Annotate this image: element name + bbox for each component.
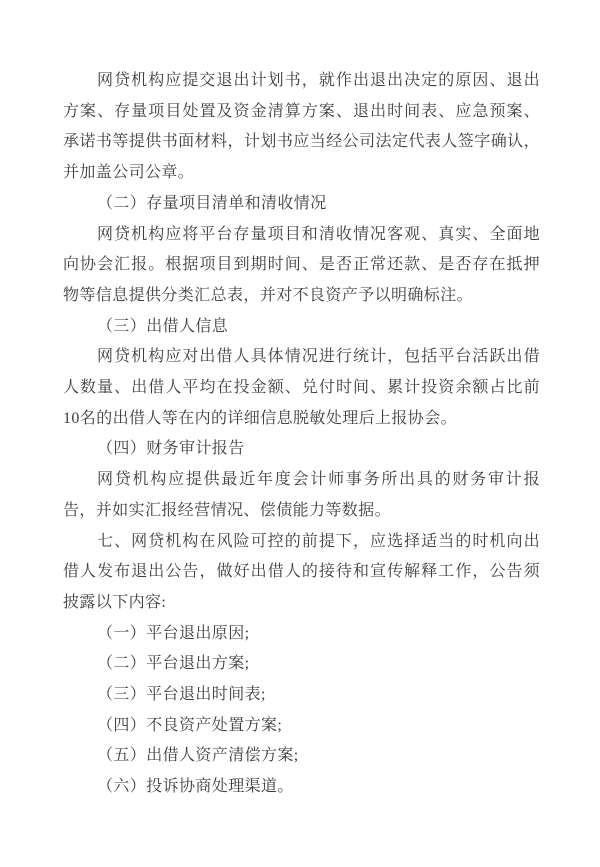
text-line: （四）不良资产处置方案; xyxy=(97,716,283,734)
text-line: 方案、存量项目处置及资金清算方案、退出时间表、应急预案、 xyxy=(63,102,540,120)
paragraph-block xyxy=(63,527,543,619)
text-line: 披露以下内容: xyxy=(63,593,167,611)
list-item-block xyxy=(63,619,543,650)
heading-block xyxy=(63,312,543,343)
text-line: 10名的出借人等在内的详细信息脱敏处理后上报协会。 xyxy=(63,409,458,427)
text-line: 并加盖公司公章。 xyxy=(63,164,195,182)
text-line: 物等信息提供分类汇总表，并对不良资产予以明确标注。 xyxy=(63,286,474,304)
paragraph-block xyxy=(63,66,543,189)
heading-block xyxy=(63,189,543,220)
text-line: 告，并如实汇报经营情况、偿债能力等数据。 xyxy=(63,501,392,519)
text-line: 网贷机构应对出借人具体情况进行统计，包括平台活跃出借 xyxy=(97,348,540,366)
paragraph-block xyxy=(63,342,543,434)
text-line: 七、网贷机构在风险可控的前提下，应选择适当的时机向出 xyxy=(97,532,540,550)
list-item-block xyxy=(63,649,543,680)
list-item-block xyxy=(63,772,543,803)
paragraph-block xyxy=(63,465,543,526)
heading-block xyxy=(63,434,543,465)
list-item-block xyxy=(63,711,543,742)
document-text-body xyxy=(63,66,543,803)
text-line: 借人发布退出公告，做好出借人的接待和宣传解释工作，公告须 xyxy=(63,563,540,581)
text-line: （四）财务审计报告 xyxy=(97,440,245,458)
text-line: 人数量、出借人平均在投金额、兑付时间、累计投资余额占比前 xyxy=(63,379,540,397)
text-line: 网贷机构应提交退出计划书，就作出退出决定的原因、退出 xyxy=(97,72,540,89)
text-line: （六）投诉协商处理渠道。 xyxy=(97,778,294,796)
list-item-block xyxy=(63,680,543,711)
text-line: 网贷机构应将平台存量项目和清收情况客观、真实、全面地 xyxy=(97,225,540,243)
text-line: （二）存量项目清单和清收情况 xyxy=(97,194,327,212)
text-line: 网贷机构应提供最近年度会计师事务所出具的财务审计报 xyxy=(97,471,540,489)
text-line: （三）出借人信息 xyxy=(97,317,229,335)
text-line: （五）出借人资产清偿方案; xyxy=(97,747,299,765)
text-line: 向协会汇报。根据项目到期时间、是否正常还款、是否存在抵押 xyxy=(63,256,540,274)
text-line: （二）平台退出方案; xyxy=(97,655,250,673)
text-line: 承诺书等提供书面材料，计划书应当经公司法定代表人签字确认， xyxy=(63,133,540,151)
text-line: （三）平台退出时间表; xyxy=(97,686,266,704)
list-item-block xyxy=(63,741,543,772)
text-line: （一）平台退出原因; xyxy=(97,624,250,642)
paragraph-block xyxy=(63,220,543,312)
